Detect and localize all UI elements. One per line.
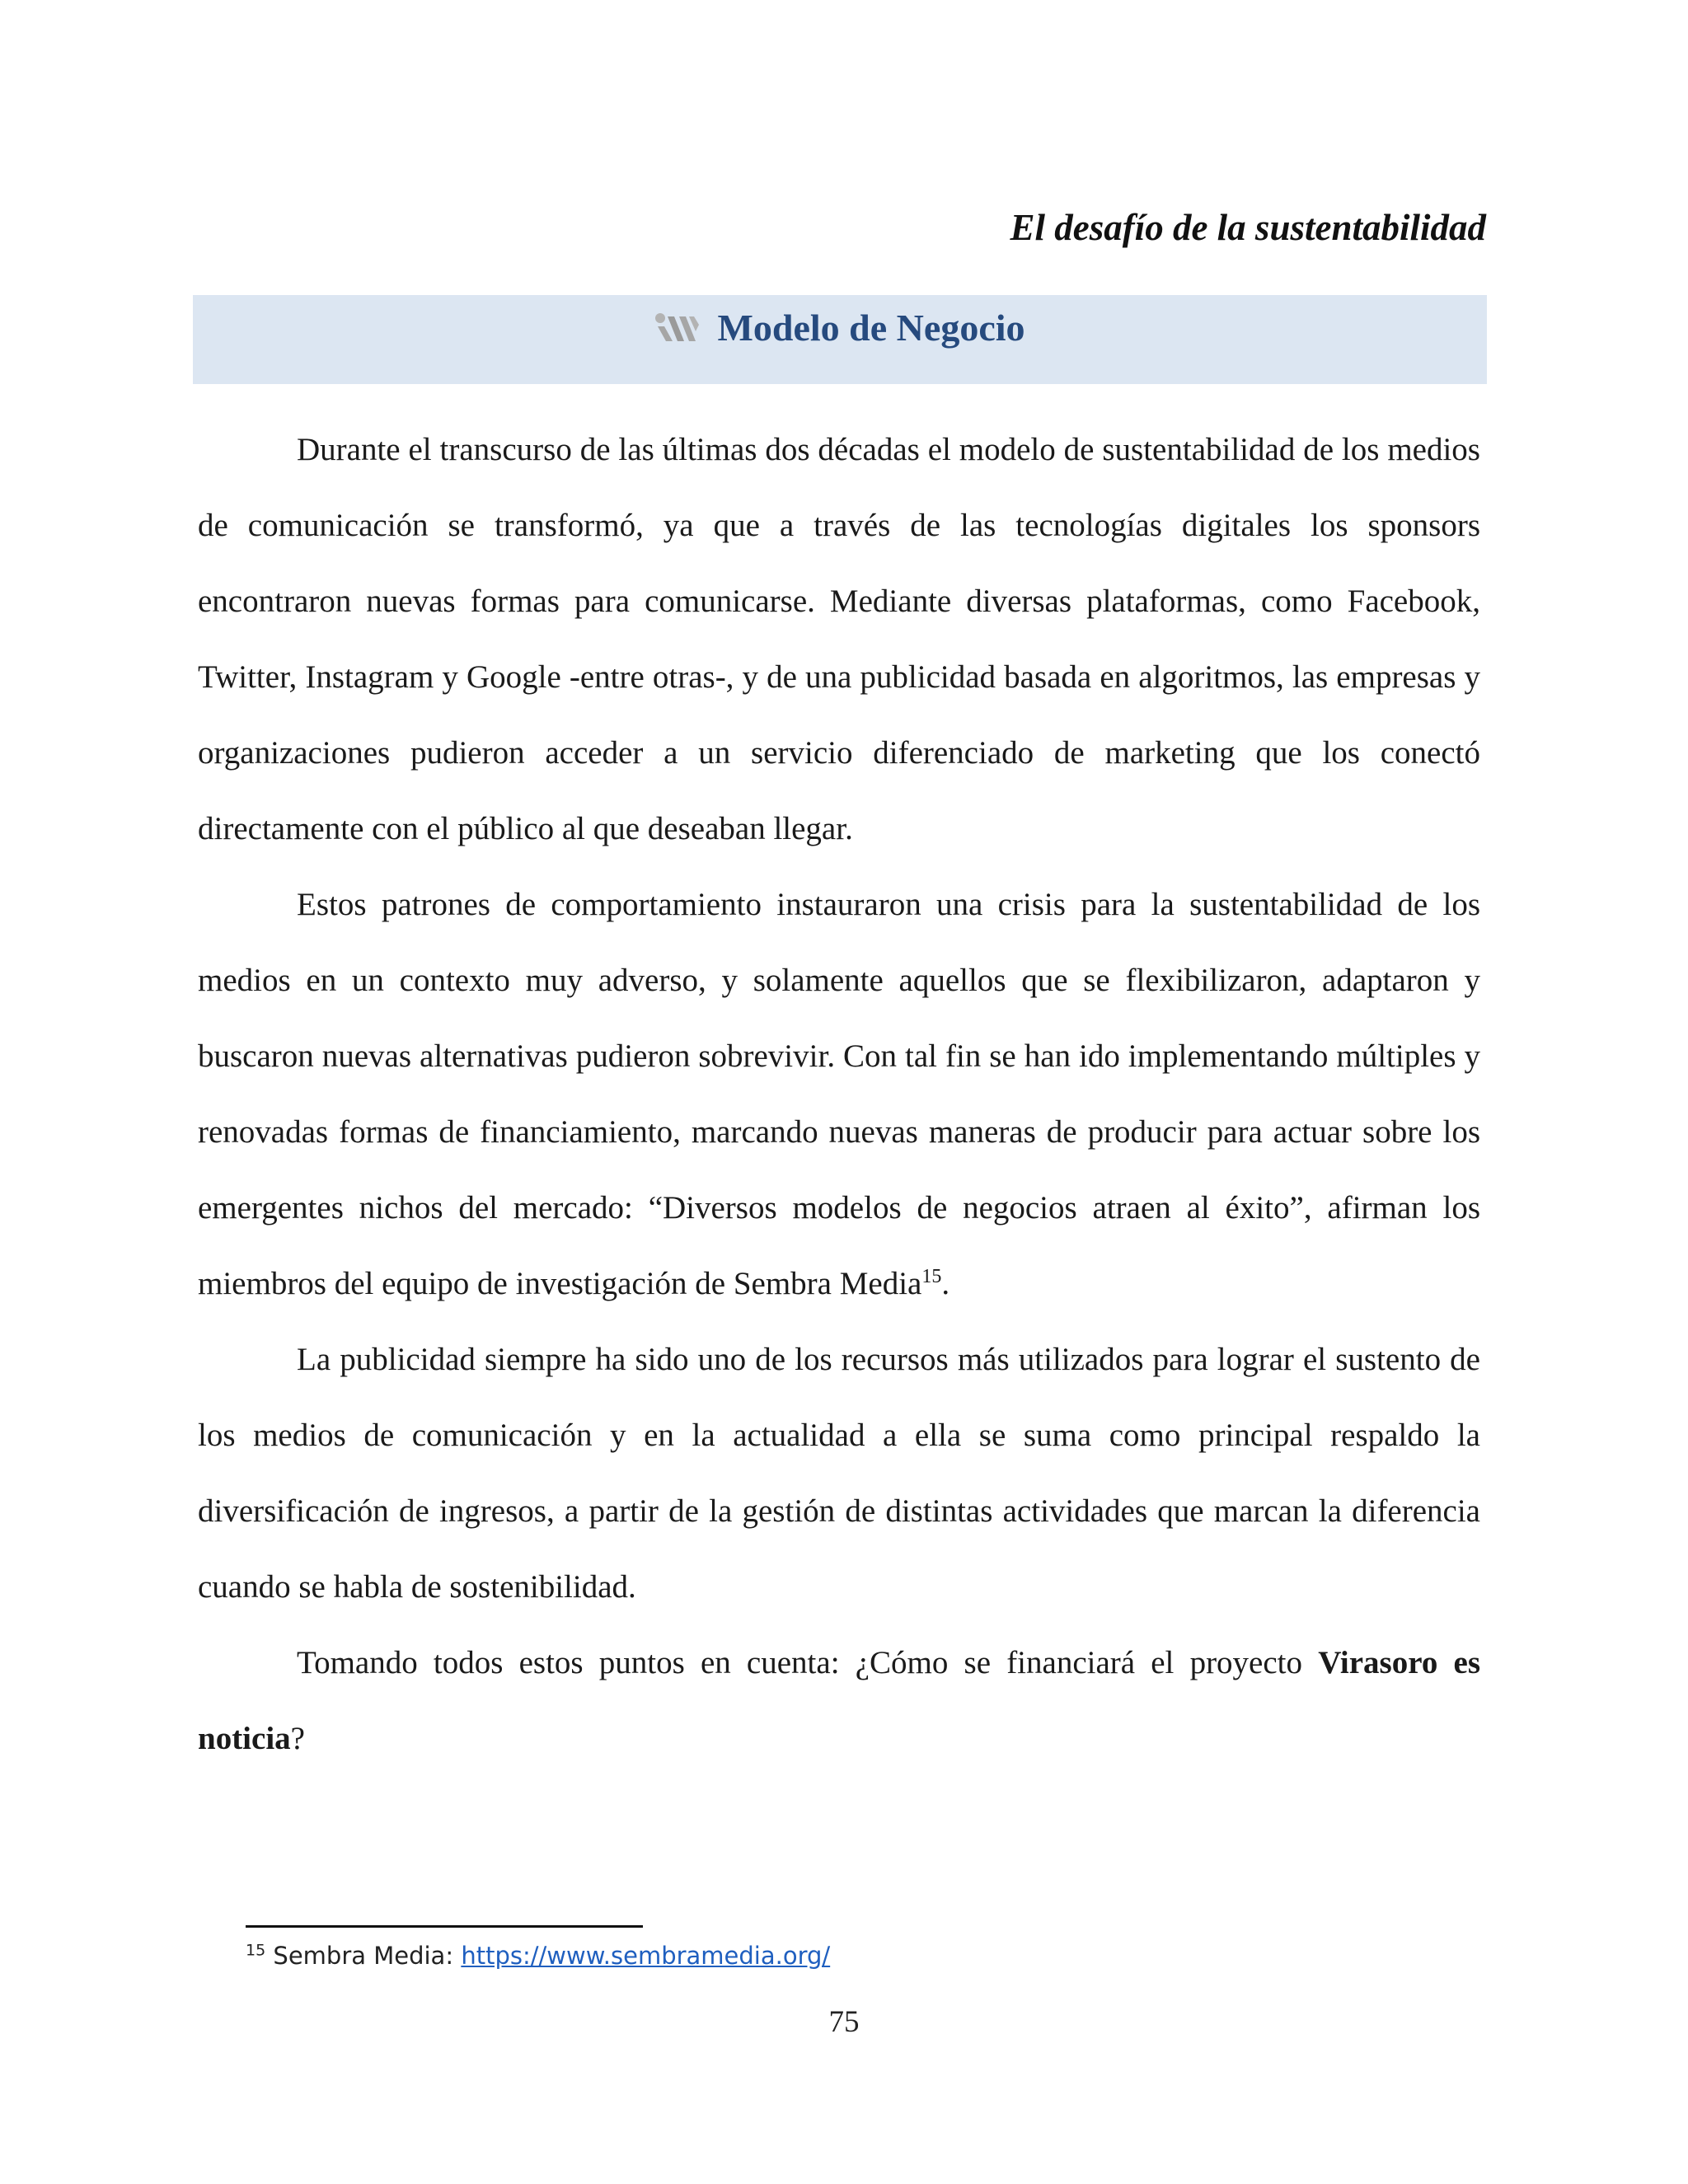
paragraph-4-end: ?: [290, 1721, 305, 1756]
paragraph-2-text: Estos patrones de comportamiento instauraron una crisis para la sustentabilidad de los medios en un contexto muy adverso, y solamente aquellos que se flexibilizaron, adaptaron y buscaron nuevas alternativas pudieron sobrevivir. Con tal fin se han ido implementando múltiples y renovadas formas de financiamiento, marcando nuevas maneras de producir para actuar sobre los emergentes nichos del mercado: “Diversos modelos de negocios atraen al éxito”, afirman los miembros del equipo de investigación de Sembra Media: [198, 887, 1480, 1301]
body-text: [198, 412, 1480, 1777]
footnote-number: 15: [246, 1941, 266, 1960]
footnote: [246, 1942, 830, 1970]
paragraph-4: [198, 1625, 1480, 1777]
section-title-row: [193, 295, 1487, 353]
footnote-reference[interactable]: 15: [921, 1266, 942, 1287]
footnote-divider: [246, 1925, 643, 1928]
chapter-title: El desafío de la sustentabilidad: [1010, 207, 1486, 248]
section-header-band: [193, 295, 1487, 384]
project-name: Virasoro es noticia: [198, 1645, 1480, 1756]
paragraph-2-end: .: [941, 1266, 950, 1301]
paragraph-4-text: Tomando todos estos puntos en cuenta: ¿Cómo se financiará el proyecto: [297, 1645, 1319, 1680]
section-title: Modelo de Negocio: [717, 307, 1025, 349]
paragraph-1: Durante el transcurso de las últimas dos décadas el modelo de sustentabilidad de los medios de comunicación se transformó, ya que a través de las tecnologías digitales los sponsors encontraron nuevas formas para comunicarse. Mediante diversas plataformas, como Facebook, Twitter, Instagram y Google -entre otras-, y de una publicidad basada en algoritmos, las empresas y organizaciones pudieron acceder a un servicio diferenciado de marketing que los conectó directamente con el público al que deseaban llegar.: [198, 432, 1480, 846]
logo-mark-icon: [654, 312, 701, 344]
paragraph-2: [198, 867, 1480, 1322]
footnote-label: Sembra Media:: [265, 1942, 462, 1970]
footnote-link[interactable]: https://www.sembramedia.org/: [461, 1942, 831, 1970]
paragraph-3: La publicidad siempre ha sido uno de los recursos más utilizados para lograr el sustento de los medios de comunicación y en la actualidad a ella se suma como principal respaldo la diversificación de ingresos, a partir de la gestión de distintas actividades que marcan la diferencia cuando se habla de sostenibilidad.: [198, 1342, 1480, 1605]
page-number: 75: [828, 2005, 860, 2039]
